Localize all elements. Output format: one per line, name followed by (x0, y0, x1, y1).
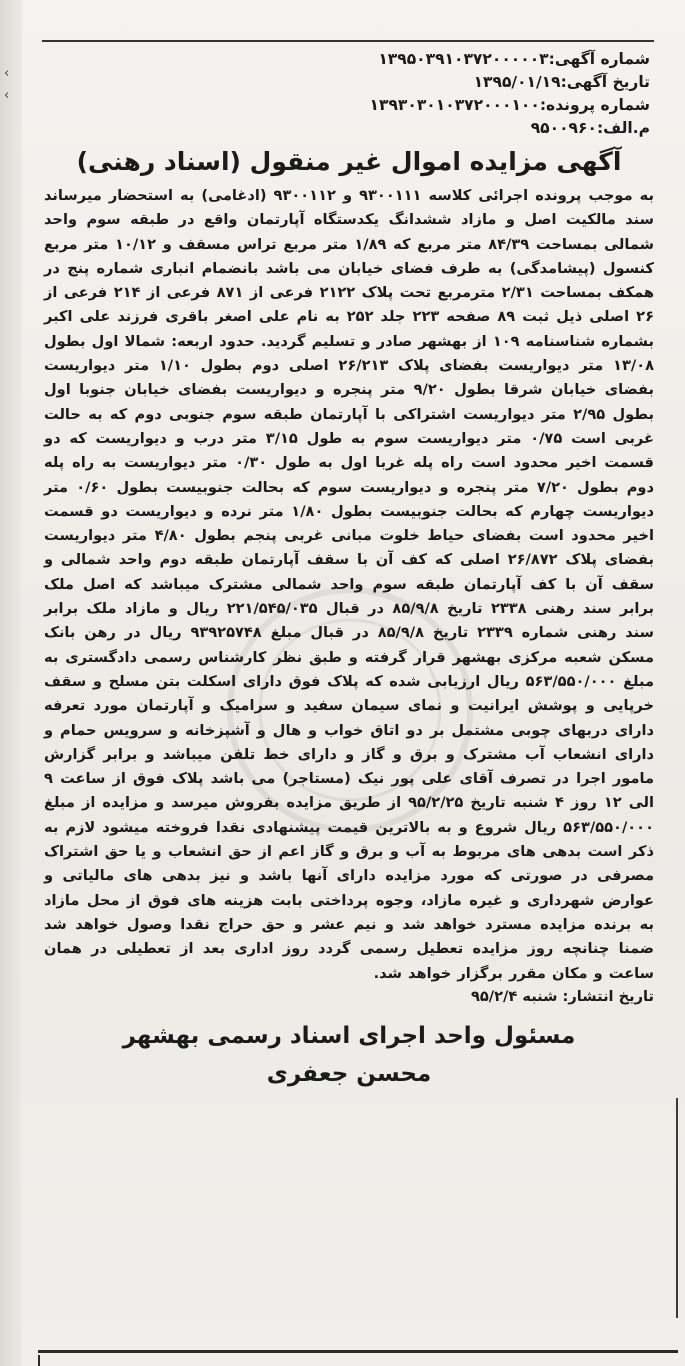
adjacent-column-edge (0, 0, 22, 1366)
edge-fragment-glyph: ‹ (4, 88, 10, 103)
ad-date: تاریخ آگهی:۱۳۹۵/۰۱/۱۹ (473, 73, 650, 91)
edge-fragment-glyph: ‹ (4, 66, 10, 81)
notice-body: به موجب پرونده اجرائی کلاسه ۹۳۰۰۱۱۱ و ۹۳۰۰۱۱۲ (ادغامی) به استحضار میرساند سند مالکیت اصل و مازاد ششدانگ یکدستگاه آپارتمان واقع در طبقه سوم واحد شمالی بمساحت ۸۴/۳۹ متر مربع که ۱/۸۹ متر مربع تراس مسقف و ۱۰/۱۲ متر مربع کنسول (پیشامدگی) به طرف فضای خیابان می باشد بانضمام انباری شماره پنج در همکف بمساحت ۲/۳۱ مترمربع تحت پلاک ۲۱۲۲ فرعی از ۸۷۱ فرعی از ۲۱۴ فرعی از ۲۶ اصلی ذیل ثبت ۸۹ صفحه ۲۲۳ جلد ۲۵۲ به نام علی اصغر باقری فرزند علی اکبر بشماره شناسنامه ۱۰۹ از بهشهر صادر و تسلیم گردید. حدود اربعه: شمالا اول بطول ۱۳/۰۸ متر دیواریست بفضای پلاک ۲۶/۲۱۳ اصلی دوم بطول ۱/۱۰ متر دیواریست بفضای خیابان شرقا بطول ۹/۲۰ متر پنجره و دیواریست بفضای خیابان جنوبا اول بطول ۲/۹۵ متر دیواریست اشتراکی با آپارتمان طبقه سوم جنوبی دوم که به حالت غربی است ۰/۷۵ متر دیواریست سوم به طول ۳/۱۵ متر درب و دیواریست که دو قسمت اخیر محدود است راه پله غربا اول به طول ۰/۳۰ متر دیواریست به راه پله دوم بطول ۷/۲۰ متر پنجره و دیواریست سوم که بحالت جنوبیست بطول ۰/۶۰ متر دیواریست چهارم که بحالت جنوبیست بطول ۱/۸۰ متر نرده و دیواریست دو قسمت اخیر محدود است بفضای حیاط خلوت مبانی غربی پنجم بطول ۴/۸۰ متر دیواریست بفضای پلاک ۲۶/۸۷۲ اصلی که کف آن با سقف آپارتمان طبقه دوم واحد شمالی و سقف آن با کف آپارتمان طبقه سوم واحد شمالی مشترک میباشد که اصل ملک برابر سند رهنی ۲۳۳۸ تاریخ ۸۵/۹/۸ در قبال ۲۲۱/۵۴۵/۰۳۵ ریال و مازاد ملک برابر سند رهنی شماره ۲۳۳۹ تاریخ ۸۵/۹/۸ در قبال مبلغ ۹۳۹۲۵۷۴۸ ریال در رهن بانک مسکن شعبه مرکزی بهشهر قرار گرفته و طبق نظر کارشناس رسمی دادگستری به مبلغ ۵۶۳/۵۵۰/۰۰۰ ریال ارزیابی شده که پلاک فوق دارای اسکلت بتن مسلح و سقف خرپایی و پوشش ایرانیت و نمای سیمان سفید و سرامیک و آپارتمان مورد تعرفه دارای دربهای چوبی مشتمل بر دو اتاق خواب و هال و آشپزخانه و سرویس حمام و دارای انشعاب آب مشترک و برق و گاز و دارای خط تلفن میباشد و برابر گزارش مامور اجرا در تصرف آقای علی پور نیک (مستاجر) می باشد پلاک فوق از ساعت ۹ الی ۱۲ روز ۴ شنبه تاریخ ۹۵/۲/۲۵ از طریق مزایده بفروش میرسد و مزایده از مبلغ ۵۶۳/۵۵۰/۰۰۰ ریال شروع و به بالاترین قیمت پیشنهادی نقدا فروخته میشود لازم به ذکر است بدهی های مربوط به آب و برق و گاز اعم از حق انشعاب و یا حق اشتراک مصرفی در صورتی که مورد مزایده دارای آنها باشد و نیز بدهی های مالیاتی و عوارض شهرداری و غیره مازاد، وجوه پرداختی بابت هزینه های فوق از محل مازاد به برنده مزایده مسترد خواهد شد و نیم عشر و حق حراج نقدا وصول خواهد شد ضمنا چنانچه روز مزایده تعطیل رسمی گردد روز اداری بعد از تعطیلی در همان ساعت و مکان مقرر برگزار خواهد شد. (44, 187, 655, 982)
reference-number: م.الف:۹۵۰۰۹۶۰ (530, 119, 650, 137)
notice-title: آگهی مزایده اموال غیر منقول (اسناد رهنی) (76, 147, 622, 176)
notice-metadata (44, 48, 650, 140)
signature-office: مسئول واحد اجرای اسناد رسمی بهشهر (122, 1022, 576, 1049)
case-number: شماره پرونده:۱۳۹۳۰۳۰۱۰۳۷۲۰۰۰۱۰۰ (369, 96, 650, 114)
notice-content (44, 48, 654, 1094)
top-divider-rule (42, 40, 654, 42)
publish-date: تاریخ انتشار: شنبه ۹۵/۲/۴ (470, 987, 654, 1005)
signature-name: محسن جعفری (266, 1060, 432, 1087)
bottom-divider-rule (38, 1350, 678, 1353)
ad-number: شماره آگهی:۱۳۹۵۰۳۹۱۰۳۷۲۰۰۰۰۰۳ (378, 50, 650, 68)
bottom-corner-rule (38, 1355, 40, 1366)
adjacent-column-rule (676, 1098, 678, 1318)
